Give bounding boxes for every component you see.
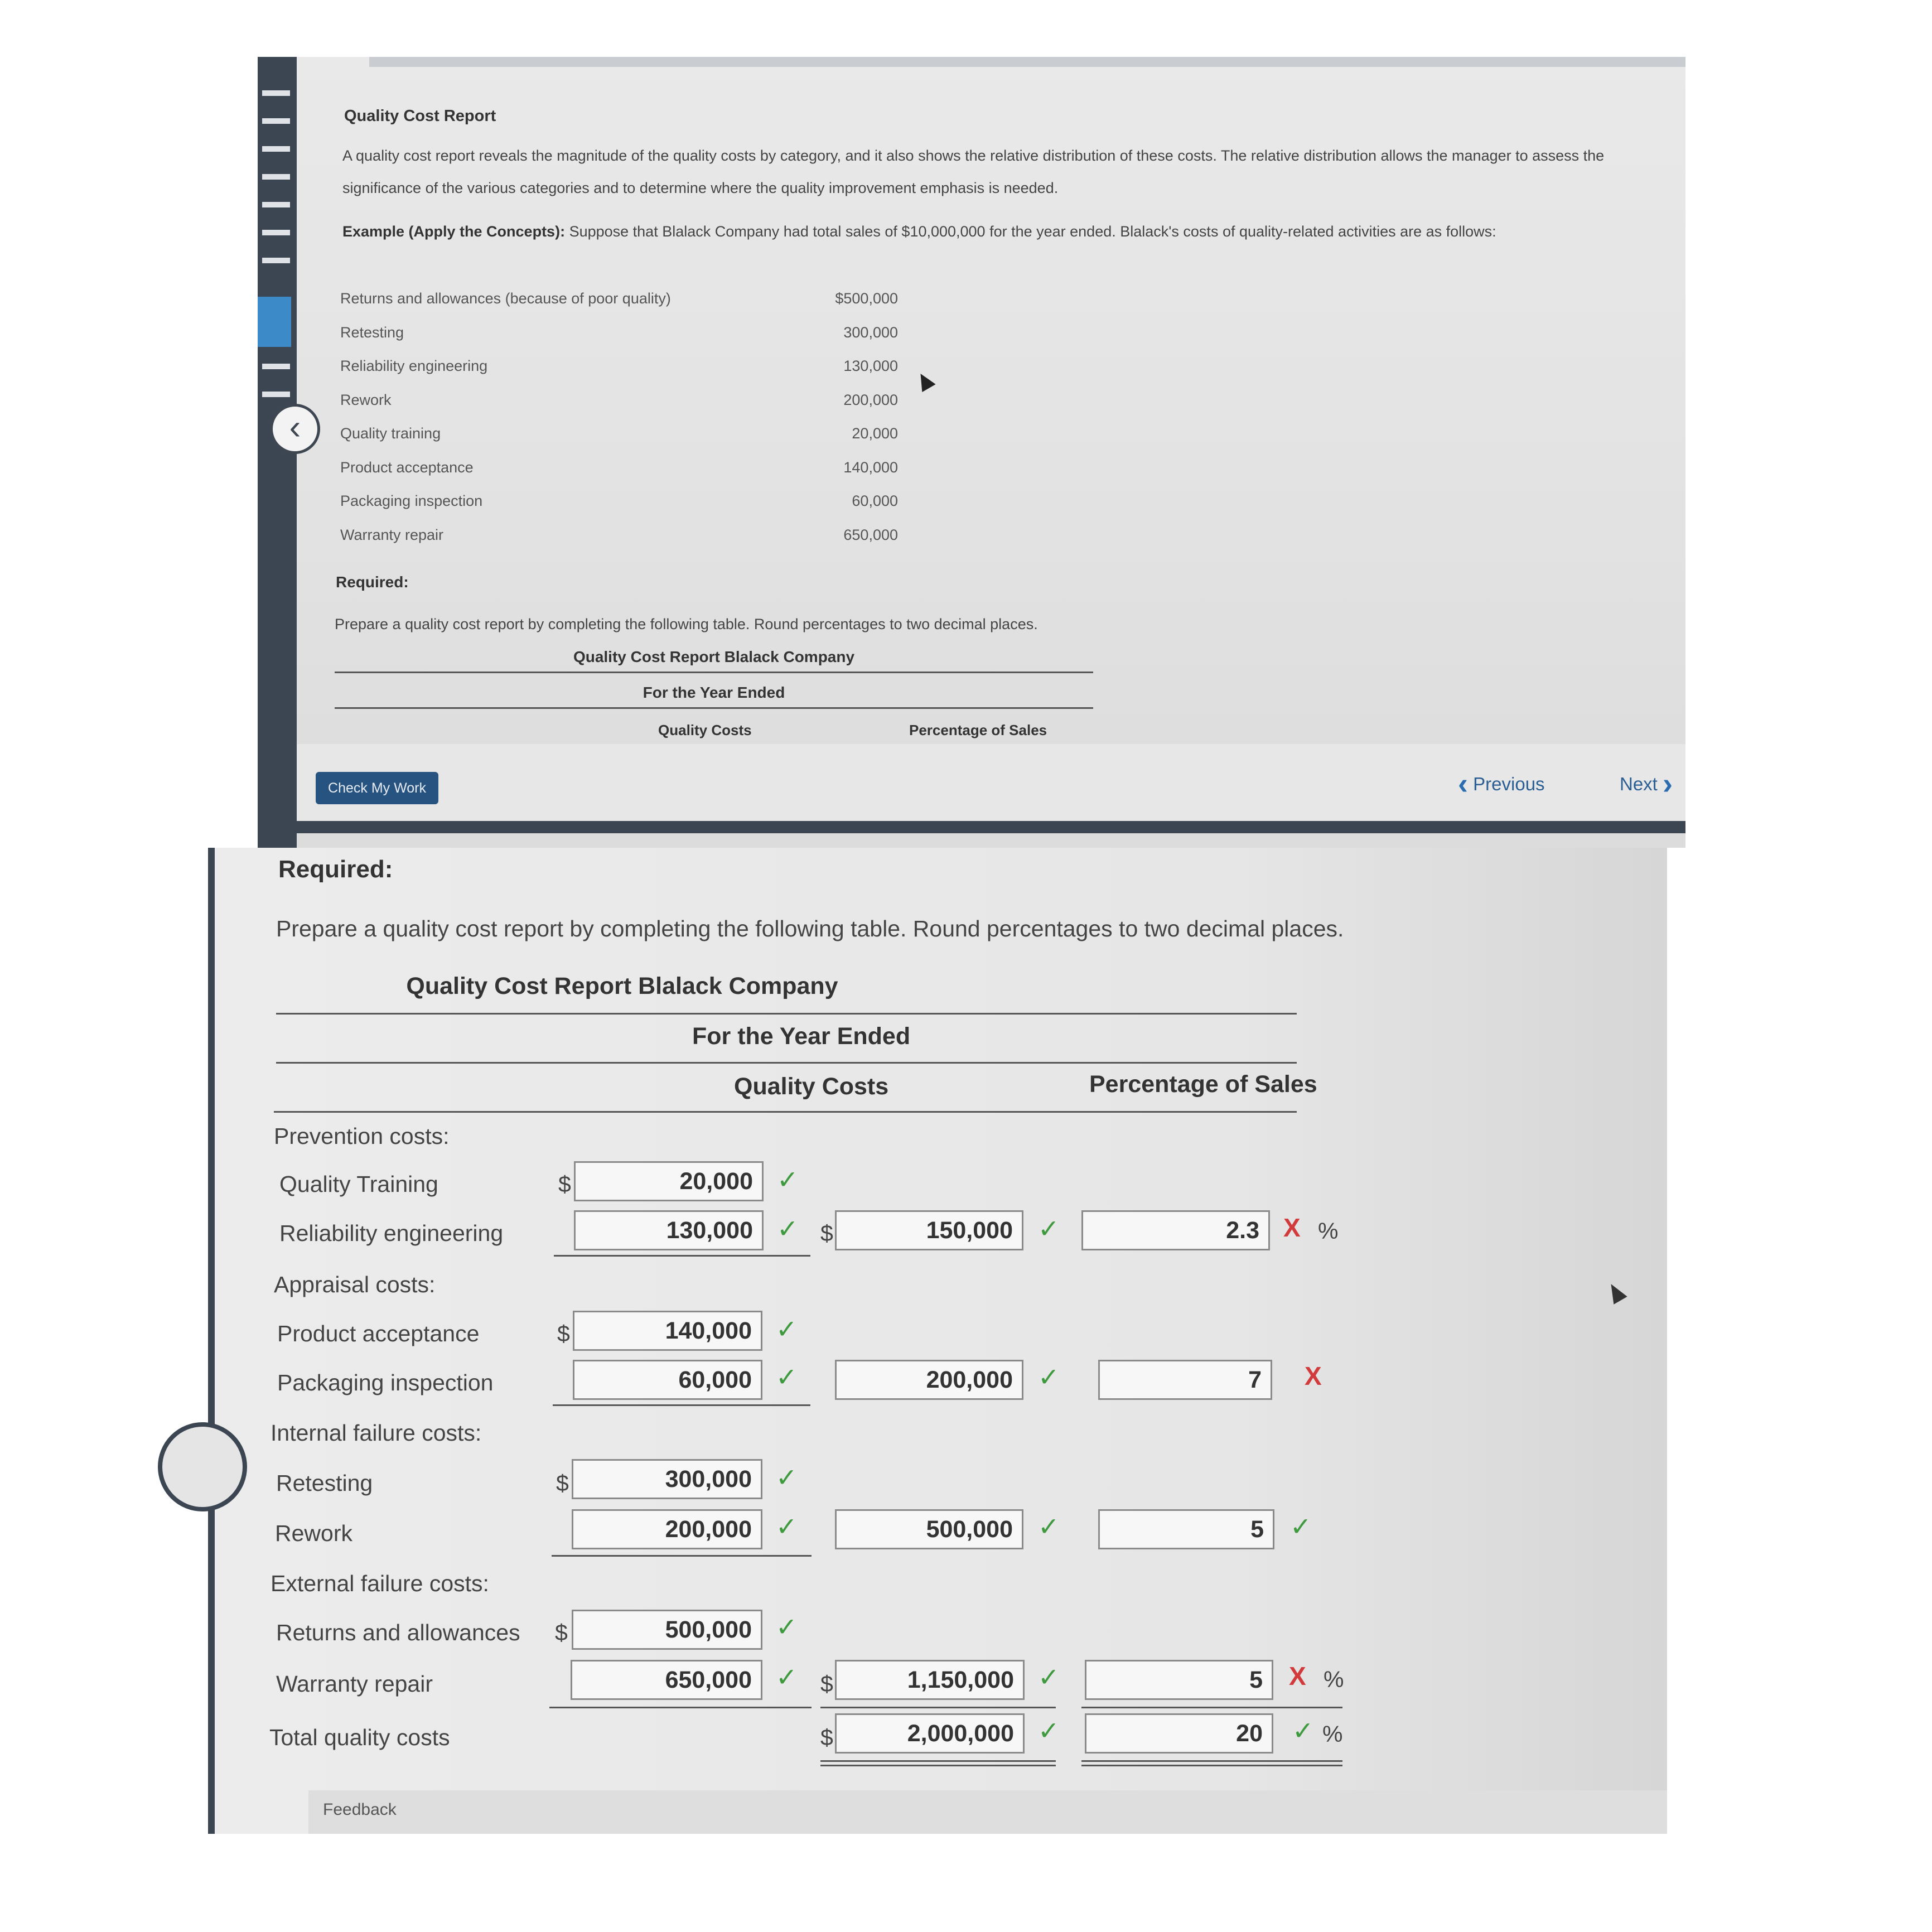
list-item xyxy=(340,392,898,426)
intro-paragraph xyxy=(342,139,1659,248)
double-rule xyxy=(820,1760,1056,1762)
item-amount: 20,000 xyxy=(852,425,898,442)
dollar-sign: $ xyxy=(555,1620,568,1645)
required-heading: Required: xyxy=(336,573,409,591)
subtotal-rule xyxy=(549,1707,812,1708)
external-failure-total-input[interactable]: 1,150,000 xyxy=(835,1660,1025,1700)
item-amount: 140,000 xyxy=(843,458,898,476)
intro-text: A quality cost report reveals the magnitude of the quality costs by category, and it also shows the relative distribution of these costs. The relative distribution allows the manager to assess the significance of the various categories and to determine where the quality improvement emphasis is needed. xyxy=(342,147,1605,196)
double-rule xyxy=(820,1765,1056,1766)
percent-sign: % xyxy=(1318,1218,1339,1244)
external-failure-percent-input[interactable]: 5 xyxy=(1085,1660,1273,1700)
dollar-sign: $ xyxy=(820,1671,833,1697)
row-label-quality-training: Quality Training xyxy=(279,1171,438,1197)
correct-check-icon: ✓ xyxy=(1038,1716,1060,1745)
collapse-sidebar-icon[interactable] xyxy=(158,1422,247,1511)
table-subtitle: For the Year Ended xyxy=(692,1023,911,1050)
row-label-returns-allowances: Returns and allowances xyxy=(276,1620,520,1645)
incorrect-x-icon: X xyxy=(1289,1661,1306,1690)
item-label: Warranty repair xyxy=(340,526,444,543)
row-label-retesting: Retesting xyxy=(276,1470,373,1496)
item-label: Returns and allowances (because of poor quality) xyxy=(340,290,671,307)
dollar-sign: $ xyxy=(556,1470,569,1496)
row-label-warranty-repair: Warranty repair xyxy=(276,1671,433,1697)
example-text xyxy=(342,215,1659,248)
row-label-reliability-engineering: Reliability engineering xyxy=(279,1220,504,1246)
item-label: Reliability engineering xyxy=(340,358,488,374)
row-label-total-quality-costs: Total quality costs xyxy=(269,1725,450,1750)
table-title xyxy=(275,973,1349,1000)
item-label: Retesting xyxy=(340,323,404,341)
footer-strip xyxy=(308,1790,1667,1834)
quality-training-input[interactable]: 20,000 xyxy=(574,1161,764,1201)
instructions-text: Prepare a quality cost report by completing the following table. Round percentages to two decimal places. xyxy=(276,916,1344,941)
check-my-work-button[interactable]: Check My Work xyxy=(316,772,438,804)
column-header-quality-costs: Quality Costs xyxy=(734,1073,889,1100)
divider xyxy=(276,1013,1297,1015)
collapse-sidebar-icon[interactable]: ‹ xyxy=(270,404,320,454)
bottom-bar xyxy=(258,821,1685,833)
row-label-product-acceptance: Product acceptance xyxy=(277,1321,480,1346)
product-acceptance-input[interactable]: 140,000 xyxy=(573,1311,762,1351)
mouse-cursor-icon xyxy=(914,370,935,392)
column-header-quality-costs: Quality Costs xyxy=(658,722,752,738)
correct-check-icon: ✓ xyxy=(776,1663,798,1692)
incorrect-x-icon: X xyxy=(1305,1361,1322,1390)
rework-input[interactable]: 200,000 xyxy=(572,1509,762,1549)
item-amount: $500,000 xyxy=(835,290,898,307)
correct-check-icon: ✓ xyxy=(776,1315,798,1344)
column-header-percentage-of-sales: Percentage of Sales xyxy=(1089,1071,1317,1098)
total-percent-input[interactable]: 20 xyxy=(1085,1713,1273,1754)
correct-check-icon: ✓ xyxy=(776,1363,798,1392)
returns-allowances-input[interactable]: 500,000 xyxy=(572,1610,762,1650)
dollar-sign: $ xyxy=(820,1220,833,1246)
correct-check-icon: ✓ xyxy=(1038,1512,1060,1541)
list-item xyxy=(340,527,898,561)
table-title-text: Quality Cost Report Blalack Company xyxy=(406,973,838,999)
dollar-sign: $ xyxy=(558,1171,571,1197)
prevention-percent-input[interactable]: 2.3 xyxy=(1081,1210,1270,1250)
left-edge-bar xyxy=(208,848,215,1834)
dollar-sign: $ xyxy=(820,1725,833,1750)
list-item xyxy=(340,358,898,392)
appraisal-total-input[interactable]: 200,000 xyxy=(835,1360,1023,1400)
divider xyxy=(274,1111,1297,1113)
cost-items-list xyxy=(340,290,898,560)
top-screenshot xyxy=(258,57,1685,848)
prevention-total-input[interactable]: 150,000 xyxy=(835,1210,1023,1250)
required-heading: Required: xyxy=(278,856,393,883)
double-rule xyxy=(1081,1765,1342,1766)
previous-button[interactable] xyxy=(1458,766,1545,801)
correct-check-icon: ✓ xyxy=(1038,1663,1060,1692)
subtotal-rule xyxy=(552,1555,812,1557)
correct-check-icon: ✓ xyxy=(777,1214,799,1243)
instructions-text: Prepare a quality cost report by completing the following table. Round percentages to two decimal places. xyxy=(335,616,1038,632)
mouse-cursor-icon xyxy=(1604,1280,1627,1304)
percent-sign: % xyxy=(1324,1667,1344,1692)
subtotal-rule xyxy=(554,1255,810,1257)
correct-check-icon: ✓ xyxy=(776,1612,798,1641)
table-subtitle: For the Year Ended xyxy=(335,684,1093,709)
item-amount: 300,000 xyxy=(843,323,898,341)
category-appraisal: Appraisal costs: xyxy=(274,1272,436,1297)
item-label: Rework xyxy=(340,391,392,408)
chevron-left-icon: ‹ xyxy=(1458,767,1468,800)
correct-check-icon: ✓ xyxy=(1038,1363,1060,1392)
warranty-repair-input[interactable]: 650,000 xyxy=(571,1660,762,1700)
correct-check-icon: ✓ xyxy=(776,1512,798,1541)
category-internal-failure: Internal failure costs: xyxy=(271,1420,482,1446)
bottom-screenshot xyxy=(208,848,1667,1834)
item-label: Packaging inspection xyxy=(340,492,483,509)
list-item xyxy=(340,459,898,493)
item-amount: 60,000 xyxy=(852,492,898,509)
item-amount: 200,000 xyxy=(843,391,898,408)
item-label: Quality training xyxy=(340,425,441,442)
double-rule xyxy=(1081,1760,1342,1762)
dollar-sign: $ xyxy=(557,1321,570,1346)
example-body: Suppose that Blalack Company had total sales of $10,000,000 for the year ended. Blalack's costs of quality-related activities are as follows: xyxy=(565,223,1496,240)
item-amount: 130,000 xyxy=(843,358,898,374)
next-button[interactable] xyxy=(1620,766,1673,801)
percent-sign: % xyxy=(1322,1721,1343,1747)
list-item xyxy=(340,290,898,324)
top-scroll-bar xyxy=(369,57,1685,67)
correct-check-icon: ✓ xyxy=(776,1463,798,1492)
list-item xyxy=(340,492,898,527)
category-prevention: Prevention costs: xyxy=(274,1123,450,1149)
appraisal-percent-input[interactable]: 7 xyxy=(1098,1360,1272,1400)
active-nav-indicator xyxy=(258,297,291,347)
correct-check-icon: ✓ xyxy=(1038,1214,1060,1243)
example-label: Example (Apply the Concepts): xyxy=(342,223,566,240)
item-amount: 650,000 xyxy=(843,526,898,543)
list-item xyxy=(340,324,898,358)
total-quality-costs-input[interactable]: 2,000,000 xyxy=(835,1713,1025,1754)
subtotal-rule xyxy=(820,1707,1056,1708)
column-header-percentage-of-sales: Percentage of Sales xyxy=(909,722,1047,738)
section-title: Quality Cost Report xyxy=(344,107,496,125)
correct-check-icon: ✓ xyxy=(777,1165,799,1194)
correct-check-icon: ✓ xyxy=(1290,1512,1312,1541)
packaging-inspection-input[interactable]: 60,000 xyxy=(573,1360,762,1400)
list-item xyxy=(340,425,898,459)
divider xyxy=(276,1062,1297,1064)
chevron-right-icon: › xyxy=(1663,767,1673,800)
table-title: Quality Cost Report Blalack Company xyxy=(335,648,1093,673)
subtotal-rule xyxy=(553,1404,810,1406)
row-label-packaging-inspection: Packaging inspection xyxy=(277,1370,494,1395)
item-label: Product acceptance xyxy=(340,458,474,476)
incorrect-x-icon: X xyxy=(1283,1213,1301,1242)
subtotal-rule xyxy=(1081,1707,1342,1708)
internal-failure-total-input[interactable]: 500,000 xyxy=(835,1509,1023,1549)
internal-failure-percent-input[interactable]: 5 xyxy=(1098,1509,1274,1549)
feedback-link[interactable]: Feedback xyxy=(323,1800,397,1819)
row-label-rework: Rework xyxy=(275,1520,352,1546)
retesting-input[interactable]: 300,000 xyxy=(572,1459,762,1499)
reliability-engineering-input[interactable]: 130,000 xyxy=(574,1210,764,1250)
next-label: Next xyxy=(1620,774,1658,794)
previous-label: Previous xyxy=(1473,774,1545,794)
category-external-failure: External failure costs: xyxy=(271,1571,489,1596)
correct-check-icon: ✓ xyxy=(1292,1716,1314,1745)
